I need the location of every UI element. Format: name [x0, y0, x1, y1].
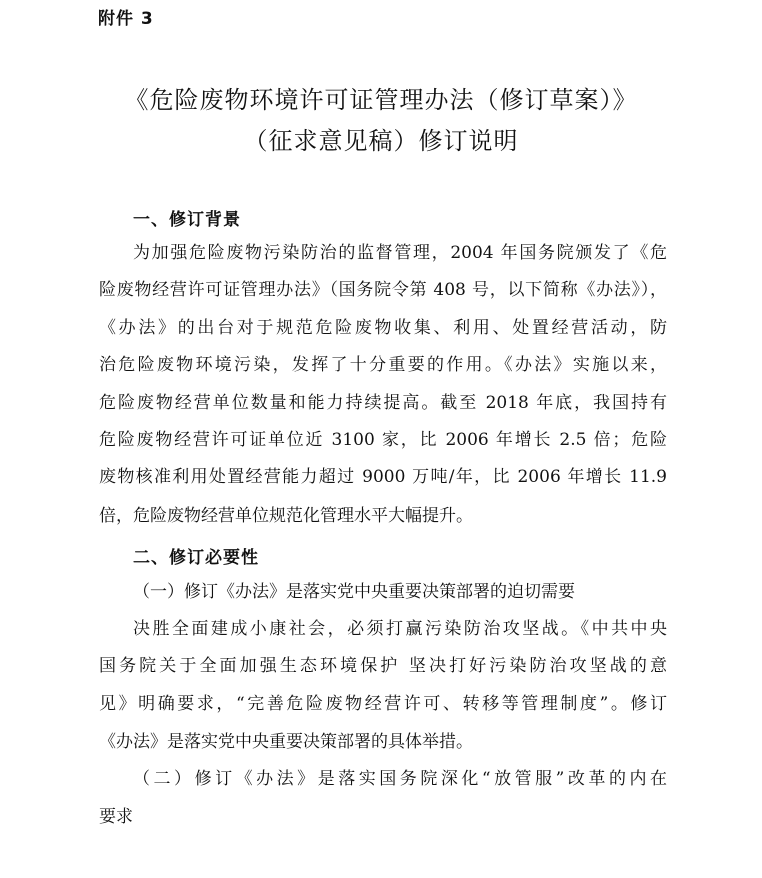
- section-heading-necessity: 二、修订必要性: [133, 548, 259, 568]
- paragraph-line: 《办法》是落实党中央重要决策部署的具体举措。: [99, 732, 473, 752]
- attachment-label: 附件 3: [98, 9, 154, 29]
- subheading-line: 要求: [99, 807, 133, 827]
- paragraph-line: 国务院关于全面加强生态环境保护 坚决打好污染防治攻坚战的意: [99, 656, 667, 676]
- paragraph-line: 险废物经营许可证管理办法》（国务院令第 408 号，以下简称《办法》），: [99, 280, 667, 300]
- paragraph-line: 废物核准利用处置经营能力超过 9000 万吨/年，比 2006 年增长 11.9: [99, 467, 667, 487]
- document-subtitle: （征求意见稿）修订说明: [243, 127, 519, 155]
- paragraph-line: 《办法》的出台对于规范危险废物收集、利用、处置经营活动，防: [99, 318, 667, 338]
- paragraph-line: 为加强危险废物污染防治的监督管理，2004 年国务院颁发了《危: [133, 243, 667, 263]
- paragraph-line: 倍，危险废物经营单位规范化管理水平大幅提升。: [99, 506, 473, 526]
- subheading-line: （一）修订《办法》是落实党中央重要决策部署的迫切需要: [133, 582, 575, 602]
- paragraph-line: 见》明确要求，“完善危险废物经营许可、转移等管理制度”。修订: [99, 694, 667, 714]
- paragraph-line: 决胜全面建成小康社会，必须打赢污染防治攻坚战。《中共中央: [133, 619, 667, 639]
- subheading-line: （二）修订《办法》是落实国务院深化“放管服”改革的内在: [133, 769, 667, 789]
- paragraph-line: 危险废物经营单位数量和能力持续提高。截至 2018 年底，我国持有: [99, 393, 667, 413]
- document-title: 《危险废物环境许可证管理办法（修订草案）》: [124, 86, 638, 114]
- paragraph-line: 危险废物经营许可证单位近 3100 家，比 2006 年增长 2.5 倍；危险: [99, 430, 667, 450]
- paragraph-line: 治危险废物环境污染，发挥了十分重要的作用。《办法》实施以来，: [99, 355, 667, 375]
- section-heading-background: 一、修订背景: [133, 210, 241, 230]
